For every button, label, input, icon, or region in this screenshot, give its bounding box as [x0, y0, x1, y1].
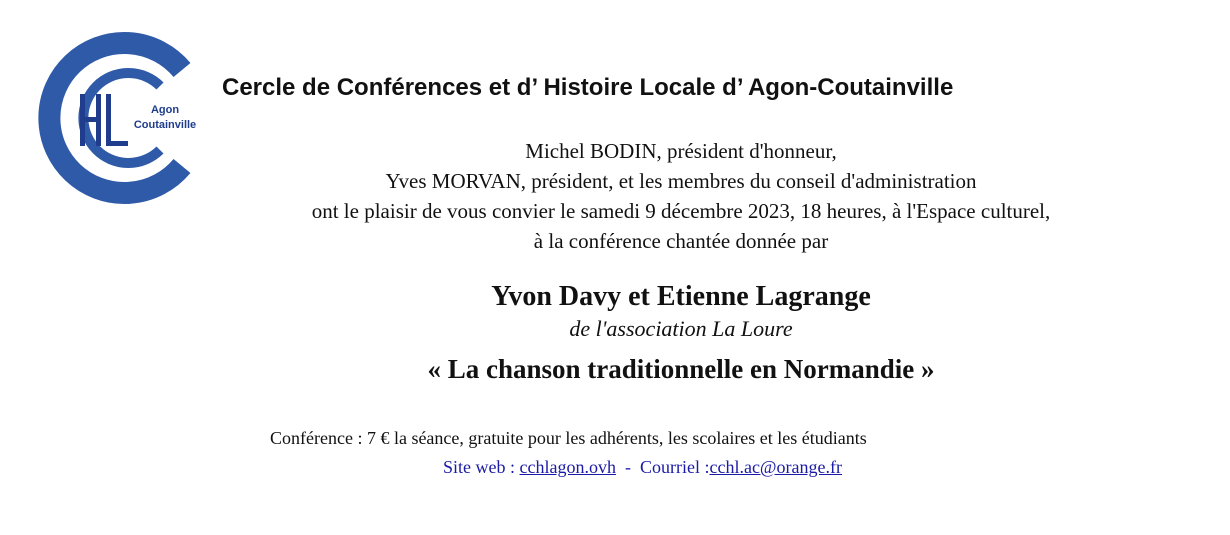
speakers-names: Yvon Davy et Etienne Lagrange [491, 281, 871, 312]
contact-separator: - [624, 457, 631, 477]
invitation-line: à la conférence chantée donnée par [533, 229, 829, 253]
contact-info [443, 457, 842, 478]
invitation-line: Michel BODIN, président d'honneur, [525, 139, 837, 163]
logo-text-coutainville: Coutainville [133, 119, 197, 131]
site-label: Site web : [443, 457, 515, 477]
invitation-text [0, 136, 1230, 256]
pricing-info: Conférence : 7 € la séance, gratuite pour les adhérents, les scolaires et les étudiants [270, 428, 867, 448]
website-link[interactable]: cchlagon.ovh [519, 457, 616, 477]
invitation-line: Yves MORVAN, président, et les membres du conseil d'administration [385, 169, 977, 193]
logo-text-agon: Agon [150, 104, 180, 116]
organization-title: Cercle de Conférences et d’ Histoire Locale d’ Agon-Coutainville [222, 74, 954, 101]
conference-title: « La chanson traditionnelle en Normandie » [427, 354, 935, 384]
email-link[interactable]: cchl.ac@orange.fr [709, 457, 842, 477]
invitation-line: ont le plaisir de vous convier le samedi 9 décembre 2023, 18 heures, à l'Espace culturel, [311, 199, 1051, 223]
association-name: de l'association La Loure [569, 316, 793, 341]
email-label: Courriel : [639, 457, 710, 477]
